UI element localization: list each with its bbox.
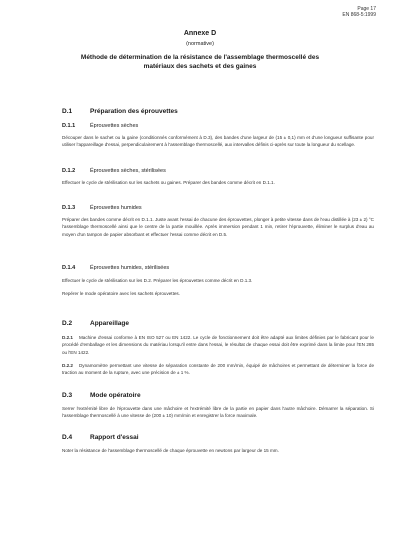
subsection-title: Éprouvettes humides, stérilisées: [90, 265, 170, 271]
section-number: D.4: [62, 434, 73, 441]
section-number: D.3: [62, 392, 73, 399]
paragraph-d21: [62, 334, 374, 356]
paragraph-d4: Noter la résistance de l'assemblage thermoscellé de chaque éprouvette en newtons par largeur de 15 mm.: [62, 448, 279, 453]
paragraph-lead-number: D.2.1: [62, 335, 73, 340]
section-title: Appareillage: [90, 320, 130, 327]
paragraph-text: Dynamomètre permettant une vitesse de séparation constante de 200 mm/min, équipé de mâchoires et permettant de déterminer la force de traction au moment de la rupture, avec une précision de ± 1 %.: [62, 363, 374, 376]
paragraph-d12: Effectuer le cycle de stérilisation sur les sachets ou gaines. Préparer des bandes comme décrit en D.1.1.: [62, 180, 275, 185]
subsection-title: Éprouvettes humides: [90, 205, 142, 211]
annex-label: Annexe D: [183, 30, 217, 37]
subsection-number: D.1.2: [62, 168, 76, 174]
annex-title: Méthode de détermination de la résistance de l'assemblage thermoscellé des matériaux des sachets et des gaines: [80, 54, 320, 70]
paragraph-d22: [62, 362, 374, 377]
standard-reference: EN 868-5:1999: [342, 12, 376, 18]
annex-status: (normative): [186, 41, 214, 47]
paragraph-lead-number: D.2.2: [62, 363, 73, 368]
subsection-title: Éprouvettes sèches, stérilisées: [90, 168, 166, 174]
paragraph-d3: Serrer l'extrémité libre de l'éprouvette dans une mâchoire et l'extrémité libre de la partie en papier dans l'autre mâchoire. Démarrer la séparation. Si l'assemblage thermoscellé à une vitesse de (200 ± 10) mm/min et enregistrer la force maximale.: [62, 406, 374, 419]
subsection-number: D.1.3: [62, 205, 76, 211]
paragraph-text: Machine d'essai conforme à EN ISO 527 ou EN 1422. Le cycle de fonctionnement doit être adapté aux limites définies par le fabricant pour le procédé d'emballage et les dimensions du matériau lorsqu'il entre dans l'essai, le résultat de chaque essai doit être exprimé dans la limite pour l'EN 285 ou l'EN 1422.: [62, 335, 374, 355]
subsection-number: D.1.4: [62, 265, 76, 271]
paragraph-d13: Préparer des bandes comme décrit en D.1.1. Juste avant l'essai de chacune des éprouvettes, plonger à petite vitesse dans de l'eau distillée à (23 ± 2) °C l'assemblage thermoscellé ainsi que le centre de la partie mouillée. Après immersion pendant 1 min, retirer l'éprouvette, éliminer le surplus d'eau au moyen d'un tampon de papier absorbant et effectuer l'essai comme décrit en D.5.: [62, 217, 374, 237]
page-header: [342, 6, 376, 18]
page-number: Page 17: [357, 6, 376, 12]
section-title: Rapport d'essai: [90, 434, 139, 441]
section-number: D.1: [62, 108, 73, 115]
section-number: D.2: [62, 320, 73, 327]
section-title: Préparation des éprouvettes: [90, 108, 178, 115]
paragraph-d14-b: Repérer le mode opératoire avec les sachets éprouvettes.: [62, 291, 180, 296]
paragraph-d11: Découper dans le sachet ou la gaine (conditionnés conformément à D.3), des bandes d'une largeur de (15 ± 0,1) mm et d'une longueur suffisante pour utiliser l'appareillage d'essai, perpendiculairement à l'assemblage thermoscellé, aux intervalles définis ci-après sur toute la longueur du scellage.: [62, 135, 374, 148]
subsection-title: Éprouvettes sèches: [90, 123, 139, 129]
paragraph-d14-a: Effectuer le cycle de stérilisation sur les D.2. Préparer les éprouvettes comme décrit en D.1.3.: [62, 278, 253, 283]
section-title: Mode opératoire: [90, 392, 141, 399]
subsection-number: D.1.1: [62, 123, 76, 129]
